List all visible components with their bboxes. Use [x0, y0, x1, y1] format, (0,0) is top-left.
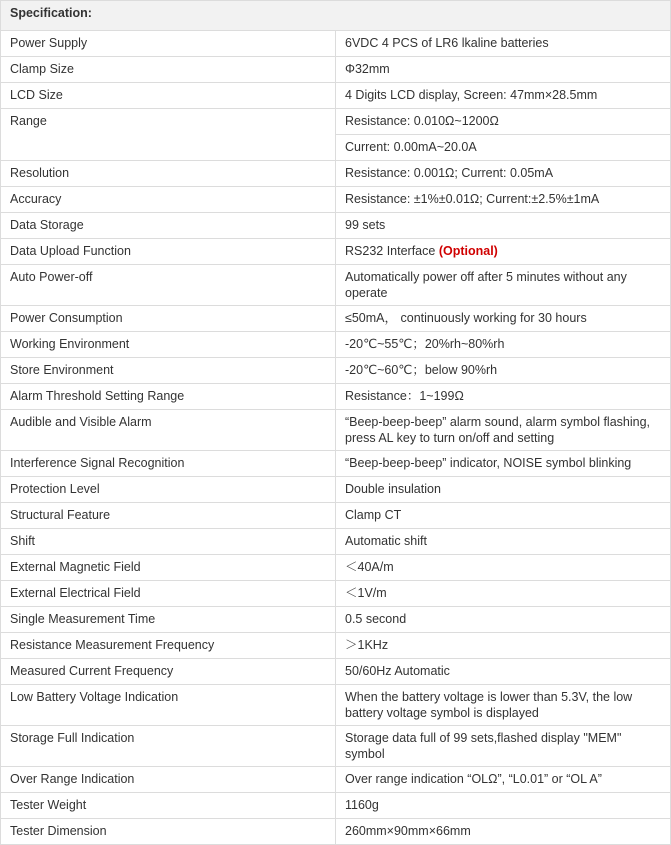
row-label: Structural Feature: [1, 503, 336, 529]
optional-badge: (Optional): [438, 244, 498, 258]
row-value: Resistance: 0.001Ω; Current: 0.05mA: [336, 161, 671, 187]
row-value: Resistance: 0.010Ω~1200Ω: [336, 109, 671, 135]
row-label: Data Storage: [1, 213, 336, 239]
row-value-text: RS232 Interface: [345, 244, 439, 258]
row-value: “Beep-beep-beep” alarm sound, alarm symbol flashing, press AL key to turn on/off and setting: [336, 410, 671, 451]
row-value: 1160g: [336, 793, 671, 819]
row-label: LCD Size: [1, 83, 336, 109]
table-row: [1, 451, 671, 477]
row-label: Power Supply: [1, 31, 336, 57]
row-value: ≤50mA， continuously working for 30 hours: [336, 306, 671, 332]
table-header-row: [1, 1, 671, 31]
row-label: Data Upload Function: [1, 239, 336, 265]
table-row: [1, 83, 671, 109]
row-label: Tester Weight: [1, 793, 336, 819]
row-value: Automatically power off after 5 minutes without any operate: [336, 265, 671, 306]
row-label: Low Battery Voltage Indication: [1, 685, 336, 726]
row-value: Automatic shift: [336, 529, 671, 555]
row-value: Clamp CT: [336, 503, 671, 529]
table-row: [1, 213, 671, 239]
table-row: [1, 187, 671, 213]
row-value: 50/60Hz Automatic: [336, 659, 671, 685]
row-value: ＞1KHz: [336, 633, 671, 659]
table-row: [1, 57, 671, 83]
row-value: ＜1V/m: [336, 581, 671, 607]
row-label: Tester Dimension: [1, 819, 336, 845]
row-value: Current: 0.00mA~20.0A: [336, 135, 671, 161]
row-value: 260mm×90mm×66mm: [336, 819, 671, 845]
row-label: Single Measurement Time: [1, 607, 336, 633]
table-row: [1, 726, 671, 767]
table-row: [1, 659, 671, 685]
row-value: Resistance：1~199Ω: [336, 384, 671, 410]
table-row: [1, 819, 671, 845]
row-value: 6VDC 4 PCS of LR6 lkaline batteries: [336, 31, 671, 57]
row-label: Measured Current Frequency: [1, 659, 336, 685]
table-row: [1, 633, 671, 659]
row-value: -20℃~60℃；below 90%rh: [336, 358, 671, 384]
row-label: External Electrical Field: [1, 581, 336, 607]
row-label: Clamp Size: [1, 57, 336, 83]
table-row: [1, 529, 671, 555]
row-label: Accuracy: [1, 187, 336, 213]
row-label: Over Range Indication: [1, 767, 336, 793]
table-row: [1, 109, 671, 135]
row-label: Working Environment: [1, 332, 336, 358]
row-value: Storage data full of 99 sets,flashed display "MEM" symbol: [336, 726, 671, 767]
table-row: [1, 265, 671, 306]
table-row: [1, 581, 671, 607]
row-value: 4 Digits LCD display, Screen: 47mm×28.5mm: [336, 83, 671, 109]
row-label: Shift: [1, 529, 336, 555]
table-row: [1, 161, 671, 187]
row-value: 0.5 second: [336, 607, 671, 633]
row-label: Store Environment: [1, 358, 336, 384]
row-value: ＜40A/m: [336, 555, 671, 581]
table-row: [1, 607, 671, 633]
row-label: Audible and Visible Alarm: [1, 410, 336, 451]
table-row: [1, 685, 671, 726]
row-label: Alarm Threshold Setting Range: [1, 384, 336, 410]
row-label: Range: [1, 109, 336, 161]
row-value: “Beep-beep-beep” indicator, NOISE symbol blinking: [336, 451, 671, 477]
row-value: Resistance: ±1%±0.01Ω; Current:±2.5%±1mA: [336, 187, 671, 213]
table-row: [1, 358, 671, 384]
row-label: Interference Signal Recognition: [1, 451, 336, 477]
row-value: When the battery voltage is lower than 5.3V, the low battery voltage symbol is displayed: [336, 685, 671, 726]
table-row: [1, 332, 671, 358]
table-row: [1, 477, 671, 503]
specification-title: Specification:: [1, 1, 671, 31]
table-row: [1, 503, 671, 529]
row-label: Resolution: [1, 161, 336, 187]
row-label: Storage Full Indication: [1, 726, 336, 767]
table-row: [1, 239, 671, 265]
row-value: 99 sets: [336, 213, 671, 239]
row-label: External Magnetic Field: [1, 555, 336, 581]
row-label: Protection Level: [1, 477, 336, 503]
row-value: Over range indication “OLΩ”, “L0.01” or “OL A”: [336, 767, 671, 793]
row-label: Power Consumption: [1, 306, 336, 332]
row-value: [336, 239, 671, 265]
row-value: Φ32mm: [336, 57, 671, 83]
table-row: [1, 384, 671, 410]
table-row: [1, 767, 671, 793]
table-row: [1, 306, 671, 332]
table-row: [1, 555, 671, 581]
row-label: Auto Power-off: [1, 265, 336, 306]
table-row: [1, 410, 671, 451]
row-value: Double insulation: [336, 477, 671, 503]
row-label: Resistance Measurement Frequency: [1, 633, 336, 659]
row-value: -20℃~55℃；20%rh~80%rh: [336, 332, 671, 358]
table-row: [1, 31, 671, 57]
